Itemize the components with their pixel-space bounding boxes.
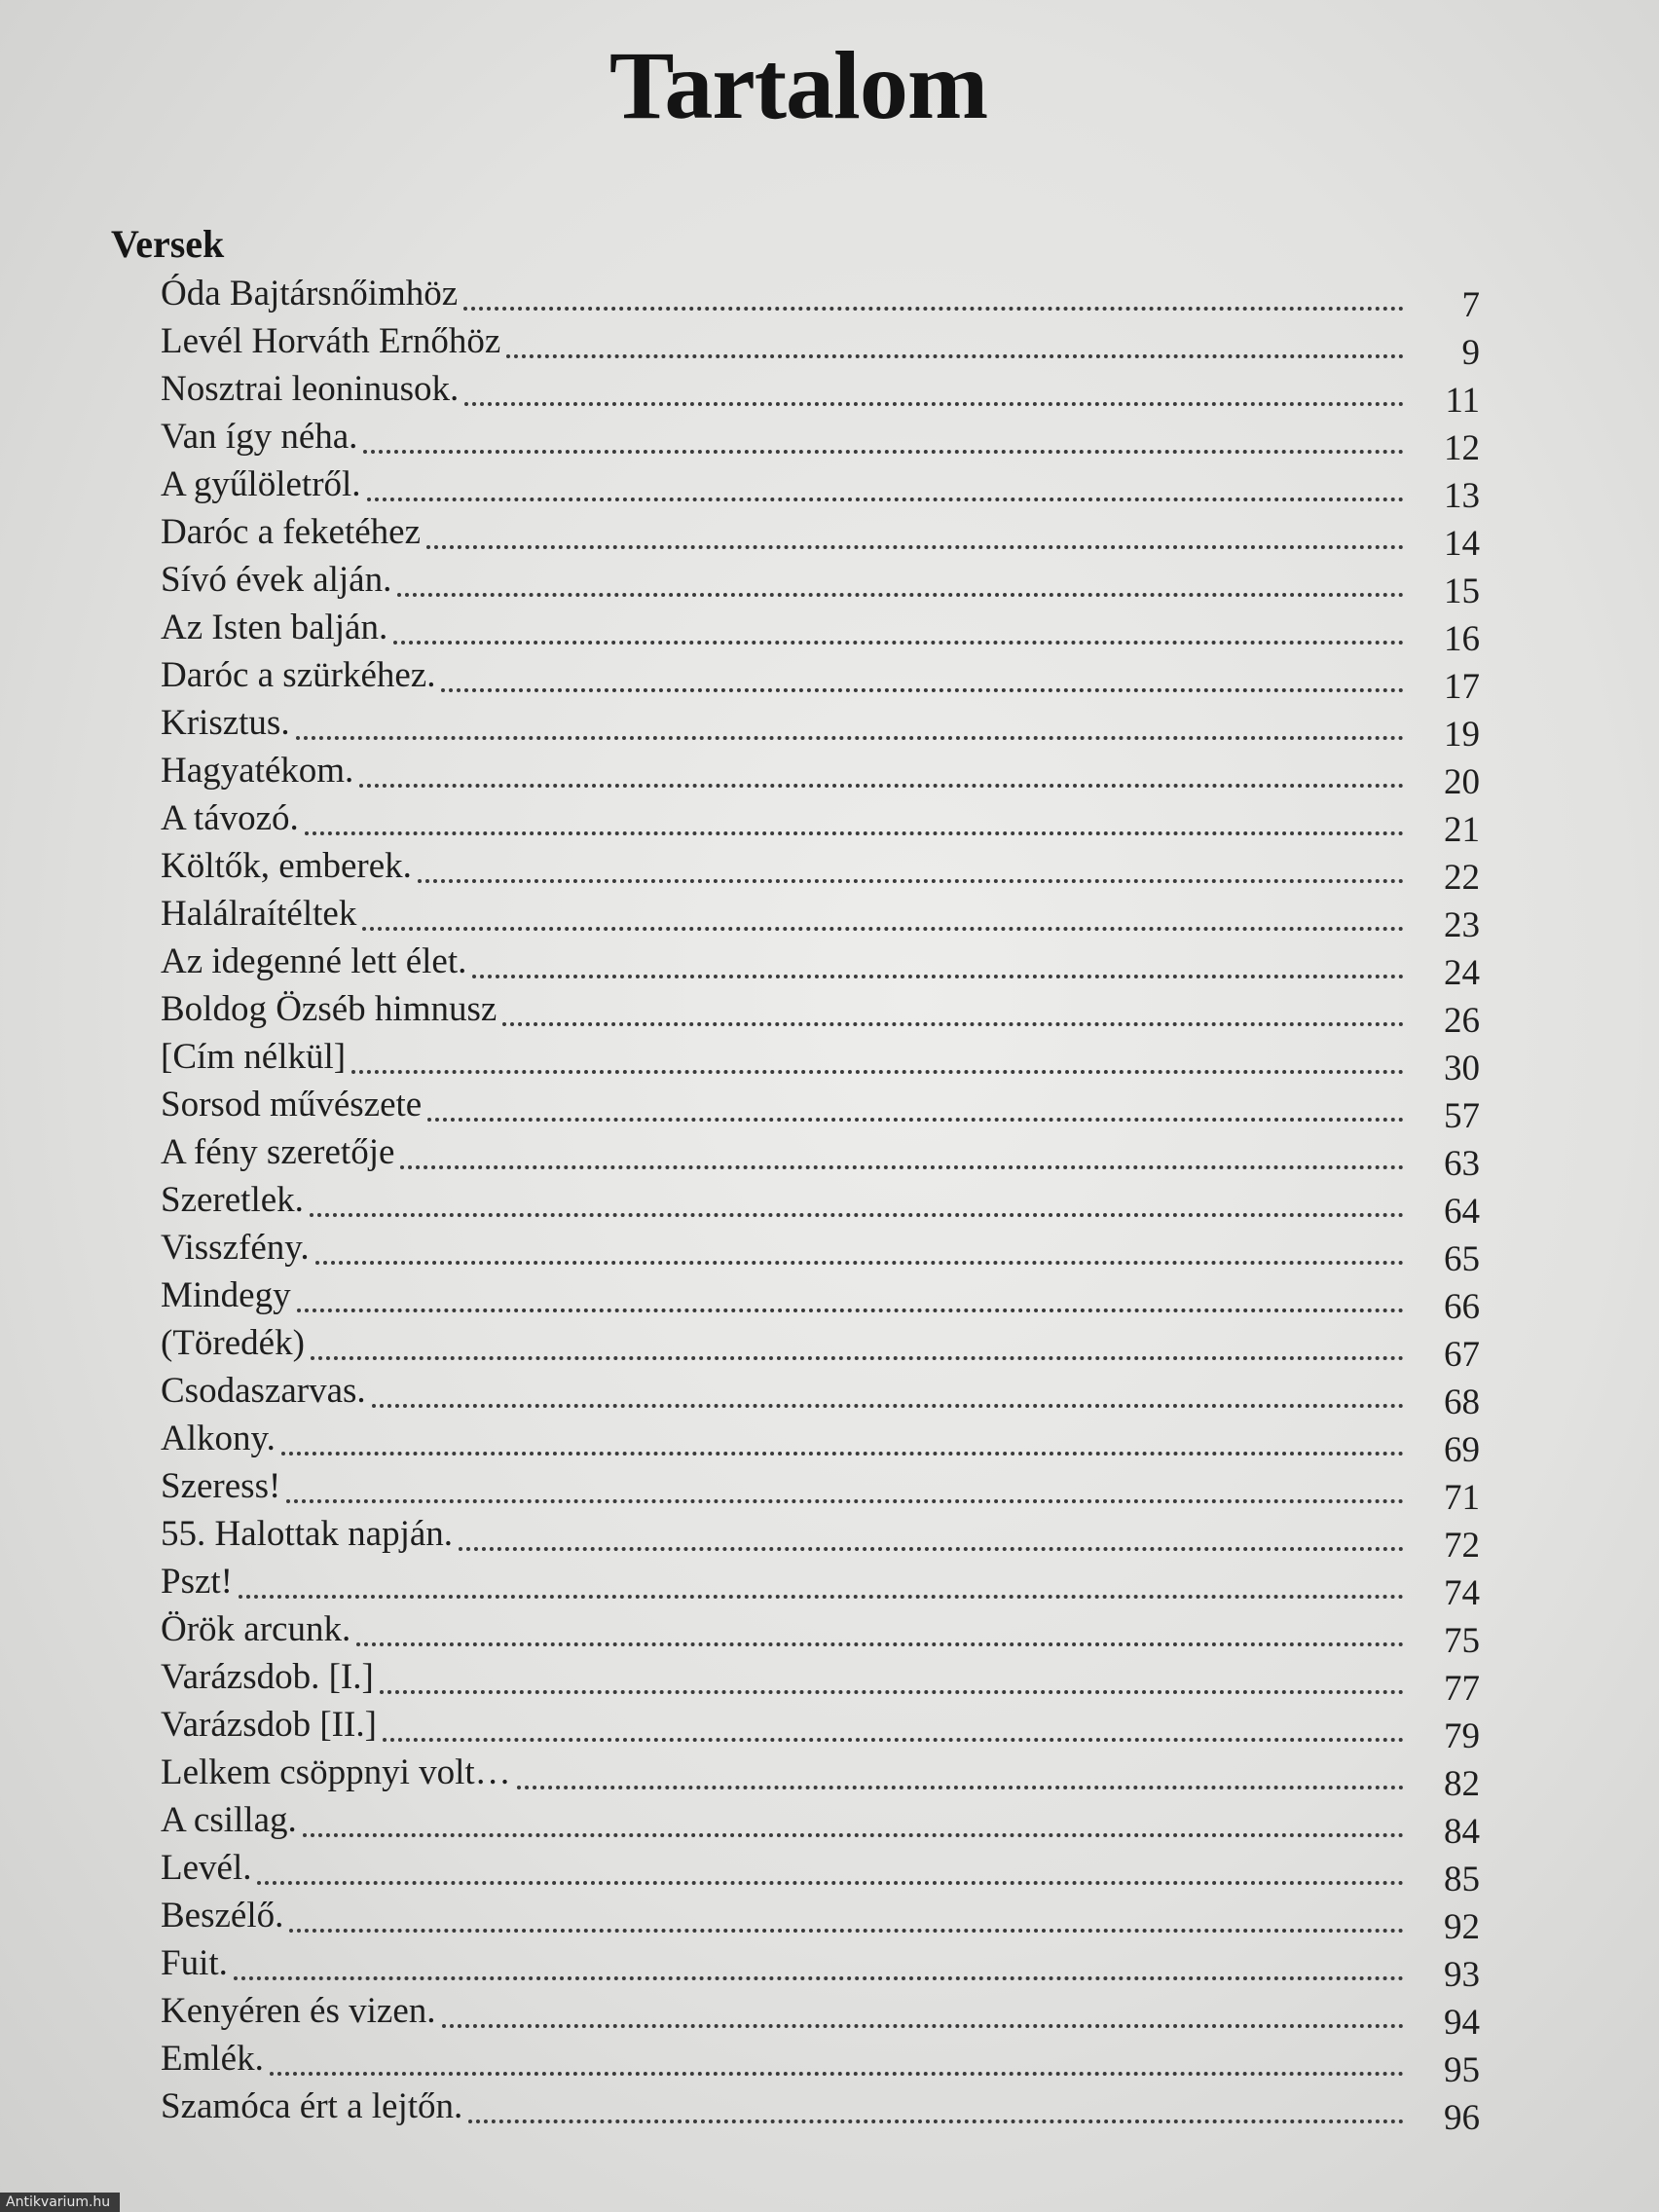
toc-entry-title: Beszélő. [161,1896,284,1936]
toc-entry [161,320,1480,373]
toc-entry-title: [Cím nélkül] [161,1037,347,1077]
toc-entry [161,1704,1480,1756]
dot-leader [426,545,1404,549]
toc-entry-title: Kenyéren és vizen. [161,1991,436,2031]
toc-entry-title: Költők, emberek. [161,846,412,886]
dot-leader [303,1833,1404,1837]
toc-entry [161,893,1480,945]
toc-entry [161,1179,1480,1232]
dot-leader [459,1547,1404,1551]
toc-entry [161,2038,1480,2090]
toc-entry [161,1418,1480,1470]
toc-entry-page-number: 14 [1444,524,1480,564]
dot-leader [472,975,1404,978]
dot-leader [270,2072,1404,2076]
toc-entry-page-number: 26 [1444,1001,1480,1041]
toc-entry [161,1895,1480,1947]
toc-entry-page-number: 77 [1444,1669,1480,1709]
dot-leader [464,402,1404,406]
toc-entry-page-number: 65 [1444,1239,1480,1279]
toc-entry-page-number: 92 [1444,1907,1480,1947]
toc-entry-title: Szeress! [161,1466,281,1506]
toc-entry-title: Nosztrai leoninusok. [161,369,460,409]
toc-entry-page-number: 23 [1444,905,1480,945]
toc-entry-page-number: 12 [1444,428,1480,468]
toc-entry [161,463,1480,516]
toc-entry-page-number: 79 [1444,1716,1480,1756]
toc-entry-page-number: 66 [1444,1287,1480,1327]
dot-leader [351,1070,1404,1074]
dot-leader [400,1165,1404,1169]
toc-entry [161,1942,1480,1995]
watermark: Antikvarium.hu [0,2193,120,2212]
toc-entry-page-number: 75 [1444,1621,1480,1661]
toc-entry-page-number: 21 [1444,810,1480,850]
toc-entry [161,1847,1480,1899]
dot-leader [506,354,1404,358]
toc-entry-page-number: 93 [1444,1955,1480,1995]
dot-leader [367,498,1404,501]
toc-entry [161,2085,1480,2138]
dot-leader [356,1642,1404,1646]
toc-entry-page-number: 69 [1444,1430,1480,1470]
toc-entry-page-number: 68 [1444,1382,1480,1422]
toc-entry [161,988,1480,1041]
toc-entry-page-number: 72 [1444,1526,1480,1566]
toc-entry-page-number: 96 [1444,2098,1480,2138]
dot-leader [359,784,1404,788]
toc-entry-title: Óda Bajtársnőimhöz [161,274,459,313]
toc-entry [161,1084,1480,1136]
toc-entry-page-number: 82 [1444,1764,1480,1804]
toc-entry [161,702,1480,755]
toc-entry [161,511,1480,564]
dot-leader [502,1022,1404,1026]
toc-entry-title: Daróc a szürkéhez. [161,655,436,695]
toc-entry [161,845,1480,898]
toc-entry-page-number: 84 [1444,1812,1480,1852]
dot-leader [310,1213,1404,1217]
toc-entry [161,1799,1480,1852]
toc-entry-page-number: 85 [1444,1860,1480,1899]
toc-entry-title: Az Isten balján. [161,608,388,647]
section-heading: Versek [111,222,225,266]
toc-entry-title: A távozó. [161,798,299,838]
toc-entry-page-number: 15 [1444,571,1480,611]
dot-leader [281,1452,1404,1456]
toc-entry [161,1656,1480,1709]
dot-leader [286,1499,1404,1503]
toc-entry [161,1465,1480,1518]
toc-entry-title: Varázsdob [II.] [161,1705,377,1745]
toc-entry-page-number: 30 [1444,1049,1480,1088]
toc-entry-title: Varázsdob. [I.] [161,1657,374,1697]
toc-entry-title: Alkony. [161,1419,276,1458]
toc-entry-title: Szamóca ért a lejtőn. [161,2086,463,2126]
dot-leader [315,1261,1404,1265]
toc-entry-page-number: 22 [1444,858,1480,898]
toc-entry-title: Pszt! [161,1562,233,1602]
toc-entry-title: Visszfény. [161,1228,310,1268]
toc-entry-title: Sorsod művészete [161,1085,423,1124]
toc-entry [161,940,1480,993]
toc-entry-page-number: 16 [1444,619,1480,659]
toc-entry-title: Levél. [161,1848,252,1888]
dot-leader [296,736,1404,740]
dot-leader [239,1595,1404,1599]
toc-entry-title: A gyűlöletről. [161,464,361,504]
toc-entry [161,1990,1480,2043]
dot-leader [363,450,1404,454]
toc-entry [161,1036,1480,1088]
dot-leader [362,927,1404,931]
toc-entry-page-number: 64 [1444,1192,1480,1232]
dot-leader [517,1786,1404,1789]
dot-leader [418,879,1404,883]
toc-entry-page-number: 74 [1444,1573,1480,1613]
page-title: Tartalom [608,31,988,139]
dot-leader [311,1356,1404,1360]
table-of-contents [161,273,1480,2138]
toc-entry-page-number: 94 [1444,2003,1480,2043]
toc-entry-title: (Töredék) [161,1323,305,1363]
toc-entry [161,368,1480,421]
dot-leader [442,2024,1404,2028]
dot-leader [441,688,1404,692]
toc-entry [161,607,1480,659]
dot-leader [427,1118,1404,1122]
dot-leader [234,1976,1404,1980]
toc-entry-title: Az idegenné lett élet. [161,941,467,981]
toc-entry-page-number: 63 [1444,1144,1480,1184]
dot-leader [463,307,1404,311]
toc-entry [161,1751,1480,1804]
toc-entry-title: Fuit. [161,1943,228,1983]
toc-entry-page-number: 17 [1444,667,1480,707]
toc-entry-page-number: 71 [1444,1478,1480,1518]
toc-entry-title: Halálraítéltek [161,894,357,934]
toc-entry-title: A csillag. [161,1800,297,1840]
toc-entry-title: Levél Horváth Ernőhöz [161,321,501,361]
toc-entry [161,1322,1480,1375]
toc-entry-title: Szeretlek. [161,1180,304,1220]
toc-entry [161,654,1480,707]
dot-leader [380,1690,1404,1694]
dot-leader [468,2120,1404,2123]
toc-entry [161,1274,1480,1327]
toc-entry [161,273,1480,325]
dot-leader [393,641,1404,645]
toc-entry-page-number: 19 [1444,715,1480,755]
toc-entry-title: Daróc a feketéhez [161,512,422,552]
toc-entry-page-number: 57 [1444,1096,1480,1136]
toc-entry [161,1131,1480,1184]
toc-entry-page-number: 9 [1461,333,1480,373]
toc-entry-page-number: 67 [1444,1335,1480,1375]
dot-leader [257,1881,1404,1885]
toc-entry-page-number: 13 [1444,476,1480,516]
toc-entry-title: Hagyatékom. [161,751,354,791]
dot-leader [397,593,1404,597]
toc-entry [161,1608,1480,1661]
toc-entry-title: 55. Halottak napján. [161,1514,454,1554]
toc-entry [161,750,1480,802]
dot-leader [289,1929,1404,1933]
toc-entry-title: Örök arcunk. [161,1609,351,1649]
toc-entry-title: Lelkem csöppnyi volt… [161,1752,511,1792]
toc-entry [161,1227,1480,1279]
toc-entry [161,797,1480,850]
toc-entry [161,1561,1480,1613]
toc-entry-title: Boldog Özséb himnusz [161,989,498,1029]
toc-entry-page-number: 11 [1445,381,1480,421]
dot-leader [305,831,1404,835]
toc-entry [161,416,1480,468]
toc-entry-page-number: 24 [1444,953,1480,993]
toc-entry-title: Van így néha. [161,417,358,457]
dot-leader [297,1309,1404,1312]
toc-entry-page-number: 7 [1461,285,1480,325]
dot-leader [383,1738,1404,1742]
toc-entry-title: Sívó évek alján. [161,560,392,600]
toc-entry-page-number: 20 [1444,762,1480,802]
toc-entry [161,559,1480,611]
toc-entry-title: Krisztus. [161,703,290,743]
toc-entry [161,1370,1480,1422]
toc-entry-title: Mindegy [161,1275,291,1315]
toc-entry-title: Emlék. [161,2039,264,2079]
toc-entry-page-number: 95 [1444,2050,1480,2090]
dot-leader [372,1404,1404,1408]
toc-entry [161,1513,1480,1566]
toc-entry-title: Csodaszarvas. [161,1371,366,1411]
toc-entry-title: A fény szeretője [161,1132,395,1172]
